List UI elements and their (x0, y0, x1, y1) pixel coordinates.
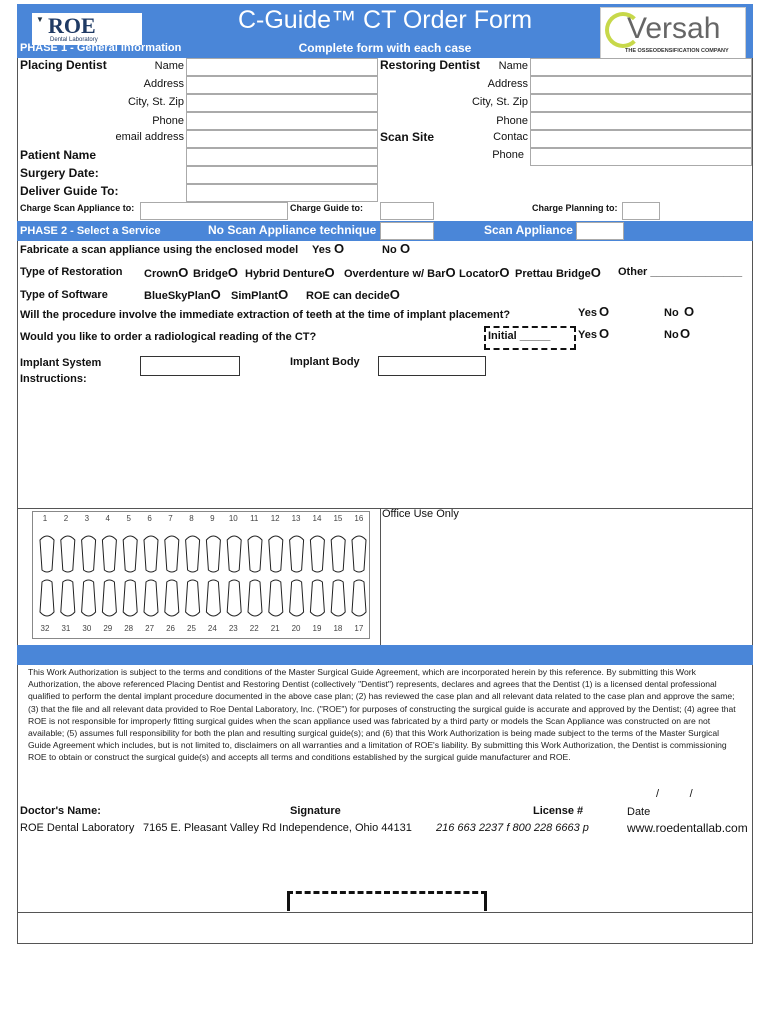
versah-logo-tag: THE OSSEODENSIFICATION COMPANY (625, 48, 729, 54)
fabricate-no-label: No (382, 244, 397, 256)
restoring-phone-label: Phone (496, 115, 528, 127)
terms-bar (17, 645, 753, 665)
upper-tooth-number: 12 (270, 514, 280, 523)
upper-tooth-number: 13 (291, 514, 301, 523)
upper-tooth (61, 536, 75, 572)
fabricate-label: Fabricate a scan appliance using the enclosed model (20, 244, 299, 256)
lower-tooth (82, 580, 96, 616)
placing-city-label: City, St. Zip (127, 96, 184, 108)
lower-tooth (206, 580, 220, 616)
restoration-other-field[interactable]: Other _______________ (618, 266, 743, 278)
restoration-locator-radio[interactable]: O (499, 265, 510, 280)
bottom-divider (17, 912, 753, 913)
implant-system-input[interactable] (140, 356, 240, 376)
restoration-bridge-radio[interactable]: O (227, 265, 238, 280)
upper-tooth-number: 5 (126, 514, 131, 523)
upper-tooth (186, 536, 200, 572)
placing-email-input[interactable] (186, 130, 378, 148)
lower-tooth-numbers (35, 624, 369, 638)
tooth-chart (32, 511, 370, 639)
restoration-prettau-option[interactable] (515, 265, 601, 280)
signature-label: Signature (290, 805, 341, 817)
office-divider (380, 508, 381, 645)
lower-tooth-number: 19 (312, 624, 322, 633)
lower-tooth (144, 580, 158, 616)
software-bluesky-radio[interactable]: O (210, 287, 221, 302)
page-title: C-Guide™ CT Order Form (237, 6, 533, 34)
restoring-name-input[interactable] (530, 58, 752, 76)
restoration-locator-label: Locator (459, 268, 500, 280)
upper-tooth-number: 9 (210, 514, 215, 523)
lower-tooth-number: 27 (145, 624, 155, 633)
charge-scan-input[interactable] (140, 202, 288, 220)
lab-phones: 216 663 2237 f 800 228 6663 p (436, 822, 589, 834)
software-bluesky-label: BlueSkyPlan (144, 290, 211, 302)
initial-label: Initial _____ (488, 330, 551, 342)
restoring-phone-input[interactable] (530, 112, 752, 130)
placing-name-label: Name (154, 60, 184, 72)
upper-tooth-number: 1 (42, 514, 48, 523)
implant-body-input[interactable] (378, 356, 486, 376)
scan-contact-input[interactable] (530, 130, 752, 148)
extraction-no-radio[interactable]: O (684, 304, 695, 319)
date-slashes: / / (656, 788, 693, 800)
restoration-prettau-label: Prettau Bridge (515, 268, 591, 280)
upper-tooth (206, 536, 220, 572)
upper-tooth-number: 4 (105, 514, 110, 523)
fabricate-no-radio[interactable]: O (400, 241, 411, 256)
upper-tooth-numbers (35, 514, 369, 528)
lower-tooth-number: 20 (291, 624, 301, 633)
radiological-no-radio[interactable]: O (680, 326, 691, 341)
placing-dentist-title: Placing Dentist (20, 58, 107, 72)
restoration-bridge-label: Bridge (193, 268, 228, 280)
charge-guide-input[interactable] (380, 202, 434, 220)
surgery-date-label: Surgery Date: (20, 166, 99, 180)
lower-tooth-number: 18 (333, 624, 343, 633)
software-roe-radio[interactable]: O (389, 287, 400, 302)
terms-text: This Work Authorization is subject to the terms and conditions of the Master Surgical Guide Agreement, which are incorporated herein by this reference. By submitting this Work Authorization, the above referenced Placing Dentist and Restoring Dentist (collectively "Dentist") represents, declares and agrees that the Dentist (1) is a licensed dental professional qualified to perform the dental implant procedure documented in the above case plan; (2) has reviewed the case plan and all relevant data related to the case plan and approve the same; (3) that the file and all relevant data provided to Roe Dental Laboratory, Inc. ("ROE") for purposes of constructing the surgical guide is accurate and approved by the Dentist; (4) agree that ROE is not responsible for improperly fitting surgical guides when the scan appliance used was fabricated by a third party or models the Scan Appliance was constructed on are not available; (5) assumes full responsibility for both the plan and resulting surgical guide(s); and (6) that this Work Authorization is being made subject to the terms of the Master Surgical Guide Agreement which includes, but is not limited to, disclaimers on all warranties and a limitation of ROE's liability. By submitting this Work Authorization, the Dentist is commissioning ROE to obtain or construct the surgical guide(s) and accepts all terms and conditions established by the surgical guide manufacturer and ROE. (28, 667, 736, 763)
lower-tooth-number: 30 (82, 624, 92, 633)
tooth-icon: ▼ (36, 15, 44, 24)
lower-tooth (248, 580, 262, 616)
roe-logo-text: ROE (48, 13, 96, 38)
patient-name-label: Patient Name (20, 148, 97, 162)
roe-logo-tag: Dental Laboratory (50, 37, 98, 43)
upper-tooth-number: 8 (189, 514, 194, 523)
lower-tooth (186, 580, 200, 616)
restoration-overdenture-radio[interactable]: O (445, 265, 456, 280)
software-label: Type of Software (20, 289, 108, 301)
deliver-guide-input[interactable] (186, 184, 378, 202)
upper-tooth (310, 536, 324, 572)
extraction-yes-label: Yes (578, 307, 597, 319)
doctor-name-label: Doctor's Name: (20, 805, 101, 817)
software-roe-option[interactable] (306, 287, 400, 302)
restoring-phone2-label: Phone (492, 149, 524, 161)
charge-scan-label: Charge Scan Appliance to: (20, 203, 135, 213)
lower-tooth (61, 580, 75, 616)
restoration-label: Type of Restoration (20, 266, 123, 278)
lower-tooth (40, 580, 54, 616)
lower-tooth-number: 17 (354, 624, 364, 633)
lower-tooth (123, 580, 137, 616)
lab-address: 7165 E. Pleasant Valley Rd Independence, Ohio 44131 (143, 822, 412, 834)
scan-appliance-label: Scan Appliance (484, 223, 573, 237)
patient-name-input[interactable] (186, 148, 378, 166)
surgery-date-input[interactable] (186, 166, 378, 184)
upper-tooth (40, 536, 54, 572)
fabricate-yes-label: Yes (312, 244, 331, 256)
instructions-label: Instructions: (20, 373, 87, 385)
lower-tooth-number: 22 (249, 624, 259, 633)
fabricate-yes-radio[interactable]: O (334, 241, 345, 256)
deliver-guide-label: Deliver Guide To: (20, 184, 119, 198)
upper-tooth (331, 536, 345, 572)
restoring-contact-label: Contac (493, 131, 528, 143)
extraction-yes-radio[interactable]: O (599, 304, 610, 319)
upper-tooth-number: 14 (312, 514, 322, 523)
upper-tooth-number: 11 (250, 514, 259, 523)
lower-tooth-number: 26 (166, 624, 175, 633)
radiological-no-label: No (664, 329, 679, 341)
placing-phone-input[interactable] (186, 112, 378, 130)
radiological-yes-radio[interactable]: O (599, 326, 610, 341)
office-use-label: Office Use Only (382, 508, 459, 520)
upper-tooth-number: 10 (228, 514, 238, 523)
software-bluesky-option[interactable] (144, 287, 221, 302)
lower-tooth-number: 23 (228, 624, 238, 633)
upper-tooth-number: 2 (63, 514, 69, 523)
scan-phone-input[interactable] (530, 148, 752, 166)
office-stamp-box (287, 891, 487, 911)
scan-site-title: Scan Site (380, 130, 435, 144)
license-label: License # (533, 805, 584, 817)
restoration-overdenture-option[interactable] (344, 265, 456, 280)
upper-tooth (290, 536, 304, 572)
lower-tooth-number: 29 (103, 624, 113, 633)
restoring-address-label: Address (487, 78, 528, 90)
implant-system-label: Implant System (20, 357, 102, 369)
upper-tooth-number: 3 (84, 514, 90, 523)
upper-tooth (269, 536, 283, 572)
restoration-crown-radio[interactable]: O (178, 265, 189, 280)
lower-tooth (102, 580, 116, 616)
upper-tooth (82, 536, 96, 572)
restoration-overdenture-label: Overdenture w/ Bar (344, 268, 446, 280)
restoration-crown-option[interactable] (144, 265, 188, 280)
lower-tooth (310, 580, 324, 616)
roe-logo (32, 13, 142, 45)
software-simplant-radio[interactable]: O (278, 287, 289, 302)
lower-tooth (269, 580, 283, 616)
restoring-address-input[interactable] (530, 76, 752, 94)
charge-planning-input[interactable] (622, 202, 660, 220)
placing-name-input[interactable] (186, 58, 378, 76)
scan-appliance-checkbox[interactable] (576, 222, 624, 240)
lower-tooth-number: 24 (207, 624, 217, 633)
lower-tooth (331, 580, 345, 616)
software-simplant-label: SimPlant (231, 290, 279, 302)
upper-tooth (248, 536, 262, 572)
upper-tooth (227, 536, 241, 572)
no-scan-technique-label: No Scan Appliance technique (208, 223, 377, 237)
placing-address-label: Address (143, 78, 184, 90)
upper-tooth (165, 536, 179, 572)
software-roe-label: ROE can decide (306, 290, 390, 302)
restoring-dentist-title: Restoring Dentist (380, 58, 481, 72)
versah-logo-text: Versah (627, 12, 721, 45)
restoration-hybrid-radio[interactable]: O (324, 265, 335, 280)
radiological-yes-label: Yes (578, 329, 597, 341)
date-label: Date (627, 806, 651, 818)
placing-phone-label: Phone (152, 115, 184, 127)
tooth-diagram (33, 528, 371, 624)
restoring-city-label: City, St. Zip (471, 96, 528, 108)
lower-tooth (227, 580, 241, 616)
placing-address-input[interactable] (186, 76, 378, 94)
upper-tooth (123, 536, 137, 572)
upper-tooth-number: 6 (147, 514, 152, 523)
lab-name: ROE Dental Laboratory (20, 822, 135, 834)
page-subtitle: Complete form with each case (298, 41, 472, 55)
extraction-question: Will the procedure involve the immediate extraction of teeth at the time of implant placement? (20, 309, 511, 321)
radiological-question: Would you like to order a radiological reading of the CT? (20, 331, 317, 343)
restoration-hybrid-option[interactable] (245, 265, 335, 280)
lower-tooth-number: 25 (187, 624, 196, 633)
lower-tooth-number: 21 (270, 624, 280, 633)
restoration-hybrid-label: Hybrid Denture (245, 268, 325, 280)
lower-tooth-number: 31 (61, 624, 71, 633)
restoration-prettau-radio[interactable]: O (590, 265, 601, 280)
lower-tooth-number: 28 (124, 624, 134, 633)
upper-tooth (144, 536, 158, 572)
lower-tooth (165, 580, 179, 616)
placing-email-label: email address (115, 131, 184, 143)
restoring-city-input[interactable] (530, 94, 752, 112)
placing-city-input[interactable] (186, 94, 378, 112)
upper-tooth-number: 16 (354, 514, 364, 523)
no-scan-technique-checkbox[interactable] (380, 222, 434, 240)
lower-tooth-number: 32 (40, 624, 50, 633)
lab-website[interactable]: www.roedentallab.com (627, 821, 748, 835)
restoration-locator-option[interactable] (459, 265, 509, 280)
implant-body-label: Implant Body (290, 356, 360, 368)
versah-logo (600, 7, 746, 59)
lower-tooth (290, 580, 304, 616)
phase1-label: PHASE 1 - General Information (20, 42, 182, 54)
software-simplant-option[interactable] (231, 287, 288, 302)
restoration-crown-label: Crown (144, 268, 179, 280)
phase2-label: PHASE 2 - Select a Service (20, 225, 161, 237)
restoration-bridge-option[interactable] (193, 265, 238, 280)
charge-planning-label: Charge Planning to: (532, 203, 618, 213)
extraction-no-label: No (664, 307, 679, 319)
lower-tooth (352, 580, 366, 616)
restoring-name-label: Name (498, 60, 528, 72)
upper-tooth (352, 536, 366, 572)
charge-guide-label: Charge Guide to: (290, 203, 364, 213)
instructions-area[interactable] (17, 378, 753, 508)
upper-tooth (102, 536, 116, 572)
upper-tooth-number: 15 (333, 514, 343, 523)
upper-tooth-number: 7 (168, 514, 173, 523)
